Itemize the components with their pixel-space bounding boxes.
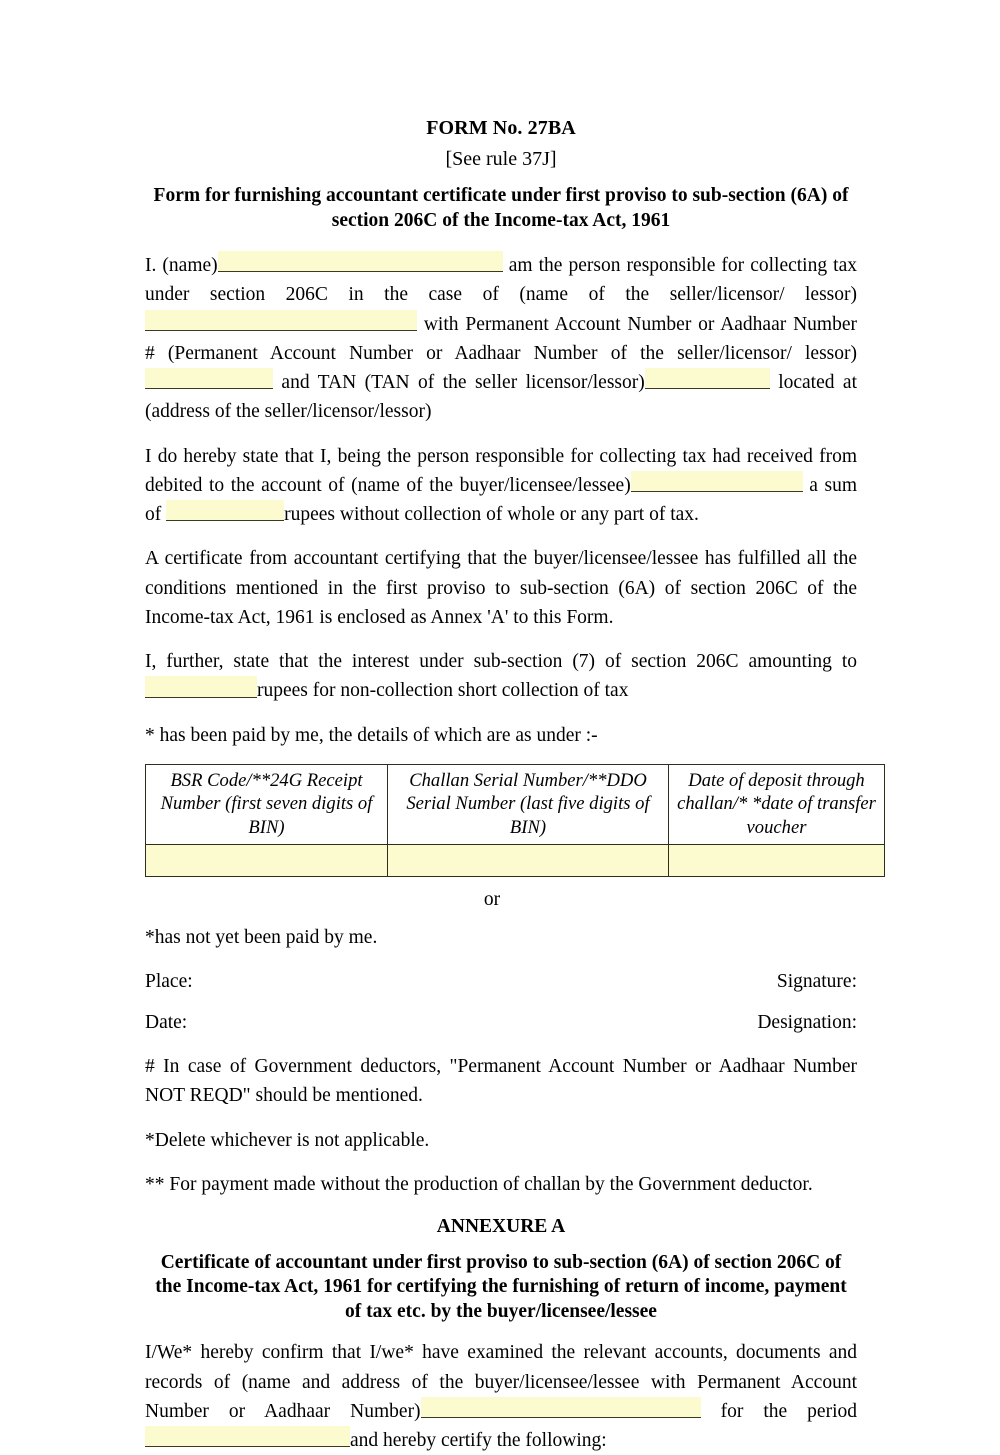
signature-label: Signature: [776, 970, 857, 992]
declaration-p2-text-b: a sum of [145, 474, 857, 526]
buyer-pan-aadhaar-blank-field[interactable] [421, 1397, 701, 1418]
declaration-paragraph-3: A certificate from accountant certifying that the buyer/licensee/lessee has fulfilled all the conditions mentioned in the first proviso to sub-section (6A) of section 206C of the Income-tax Act, 1961 is enclosed as Annex 'A' to this Form. [145, 548, 857, 628]
place-label: Place: [145, 970, 193, 992]
declaration-paragraph-5: * has been paid by me, the details of which are as under :- [145, 724, 598, 746]
form-subtitle-line2: section 206C of the Income-tax Act, 1961 [331, 209, 671, 231]
challan-details-table [145, 764, 885, 877]
not-paid-statement: *has not yet been paid by me. [145, 927, 378, 949]
place-signature-row [145, 967, 857, 996]
annexure-subtitle [145, 1251, 857, 1326]
form-subtitle-line1: Form for furnishing accountant certificate under first proviso to sub-section (6A) of [153, 185, 849, 206]
declaration-paragraph-2 [145, 442, 857, 530]
seller-name-blank-field[interactable] [145, 310, 417, 331]
declaration-paragraph-1 [145, 251, 857, 427]
rule-reference: [See rule 37J] [445, 148, 557, 170]
declaration-p2-text-c: rupees without collection of whole or any part of tax. [284, 504, 699, 526]
annexure-subtitle-line1: Certificate of accountant under first proviso to sub-section (6A) of section 206C of [160, 1251, 842, 1273]
declaration-p2-text-a: I do hereby state that I, being the person responsible for collecting tax had received from debited to the account of (name of the buyer/licensee/lessee) [145, 445, 857, 496]
name-blank-field[interactable] [218, 251, 503, 272]
period-blank-field[interactable] [145, 1426, 350, 1447]
cell-bsr-code[interactable] [146, 845, 388, 877]
declaration-p1-text-c: with Permanent Account Number or Aadhaar Number # (Permanent Account Number or Aadhaar Number of the seller/licensor/ lessor) [145, 313, 857, 364]
table-row [146, 845, 885, 877]
document-page [145, 0, 876, 1455]
page-title: FORM No. 27BA [426, 117, 576, 139]
cell-date-of-deposit[interactable] [669, 845, 885, 877]
interest-amount-blank-field[interactable] [145, 676, 257, 697]
annexure-p1-text-a: I/We* hereby confirm that I/we* have examined the relevant accounts, documents and records of (name and address of the buyer/licensee/lessee with Permanent Account Number or Aadhaar Number) [145, 1342, 857, 1422]
date-designation-row [145, 1008, 857, 1037]
date-label: Date: [145, 1011, 188, 1033]
cell-challan-serial-number[interactable] [388, 845, 669, 877]
tan-blank-field[interactable] [645, 368, 770, 389]
footnote-asterisk: *Delete whichever is not applicable. [145, 1129, 430, 1151]
or-separator: or [483, 889, 501, 911]
column-header-challan-serial-number: Challan Serial Number/**DDO Serial Number (last five digits of BIN) [388, 764, 669, 844]
declaration-paragraph-4 [145, 647, 857, 706]
declaration-p1-text-e: located at (address of the seller/licensor/lessor) [145, 372, 857, 423]
pan-aadhaar-blank-field[interactable] [145, 368, 273, 389]
designation-label: Designation: [757, 1011, 857, 1033]
table-header-row [146, 764, 885, 844]
annexure-p1-text-c: and hereby certify the following: [350, 1430, 607, 1452]
declaration-p4-text-b: rupees for non-collection short collection of tax [257, 680, 629, 702]
buyer-name-blank-field[interactable] [631, 471, 803, 492]
form-subtitle [145, 184, 857, 233]
annexure-paragraph-1 [145, 1338, 857, 1455]
annexure-heading: ANNEXURE A [436, 1216, 566, 1238]
declaration-p4-text-a: I, further, state that the interest under sub-section (7) of section 206C amounting to [145, 651, 857, 673]
annexure-p1-text-b: for the period [700, 1400, 857, 1422]
declaration-p1-text-b: am the person responsible for collecting tax under section 206C in the case of (name of the seller/licensor/ lessor) [145, 255, 857, 306]
column-header-date-of-deposit: Date of deposit through challan/* *date of transfer voucher [669, 764, 885, 844]
sum-amount-blank-field[interactable] [166, 500, 284, 521]
annexure-subtitle-line2: the Income-tax Act, 1961 for certifying the furnishing of return of income, payment [155, 1276, 847, 1298]
column-header-bsr-code: BSR Code/**24G Receipt Number (first seven digits of BIN) [146, 764, 388, 844]
declaration-p1-text-d: and TAN (TAN of the seller licensor/lessor) [273, 372, 645, 394]
declaration-p1-text-a: I. (name) [145, 255, 218, 277]
annexure-subtitle-line3: of tax etc. by the buyer/licensee/lessee [345, 1301, 657, 1323]
footnote-hash: # In case of Government deductors, "Permanent Account Number or Aadhaar Number NOT REQD" should be mentioned. [145, 1056, 857, 1107]
footnote-double-asterisk: ** For payment made without the production of challan by the Government deductor. [145, 1173, 813, 1195]
